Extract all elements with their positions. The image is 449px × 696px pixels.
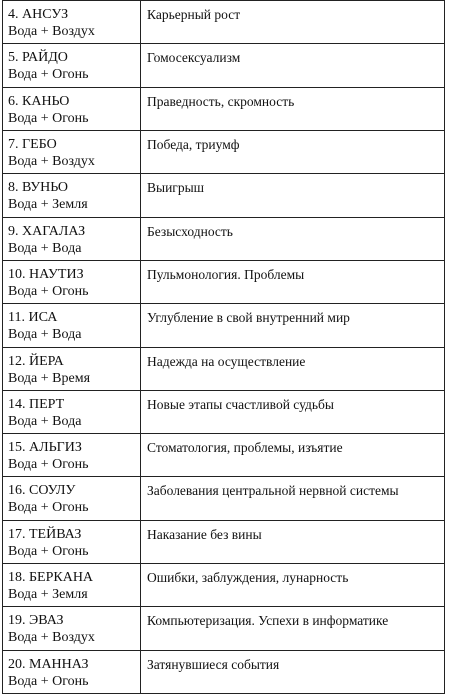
- rune-cell: [3, 217, 141, 260]
- rune-elements: Вода + Земля: [8, 197, 88, 213]
- table-row: [3, 1, 445, 44]
- rune-elements: Вода + Огонь: [8, 67, 89, 83]
- table-row: [3, 347, 445, 390]
- rune-cell: [3, 390, 141, 433]
- rune-meaning: Праведность, скромность: [147, 93, 295, 109]
- rune-meaning: Новые этапы счастливой судьбы: [147, 396, 334, 412]
- rune-cell: [3, 347, 141, 390]
- table-row: [3, 607, 445, 650]
- meaning-cell: [141, 1, 445, 44]
- rune-elements: Вода + Огонь: [8, 283, 89, 299]
- rune-elements: Вода + Время: [8, 370, 91, 386]
- rune-meaning: Карьерный рост: [147, 7, 241, 22]
- rune-cell: [3, 1, 141, 44]
- rune-cell: [3, 44, 141, 87]
- rune-name: 8. ВУНЬО: [8, 180, 69, 196]
- meaning-cell: [141, 44, 445, 87]
- rune-cell: [3, 304, 141, 347]
- rune-cell: [3, 260, 141, 303]
- rune-cell: [3, 434, 141, 477]
- table-row: [3, 130, 445, 173]
- rune-meaning: Безысходность: [147, 223, 233, 239]
- meaning-cell: [141, 607, 445, 650]
- rune-name: 19. ЭВАЗ: [8, 613, 64, 629]
- table-row: [3, 434, 445, 477]
- rune-table-body: [3, 1, 445, 694]
- rune-name: 12. ЙЕРА: [8, 353, 64, 369]
- rune-name: 18. БЕРКАНА: [8, 570, 94, 586]
- rune-cell: [3, 130, 141, 173]
- meaning-cell: [141, 520, 445, 563]
- rune-meaning: Затянувшиеся события: [147, 656, 280, 672]
- rune-elements: Вода + Огонь: [8, 110, 89, 126]
- rune-meaning: Углубление в свой внутренний мир: [147, 310, 350, 326]
- rune-meaning: Ошибки, заблуждения, лунарность: [147, 570, 349, 586]
- table-row: [3, 390, 445, 433]
- rune-name: 17. ТЕЙВАЗ: [8, 526, 82, 542]
- meaning-cell: [141, 260, 445, 303]
- rune-elements: Вода + Вода: [8, 240, 82, 256]
- rune-cell: [3, 564, 141, 607]
- rune-elements: Вода + Огонь: [8, 457, 89, 473]
- meaning-cell: [141, 130, 445, 173]
- rune-meaning: Заболевания центральной нервной системы: [147, 483, 399, 499]
- rune-meaning: Победа, триумф: [147, 136, 240, 152]
- rune-elements: Вода + Огонь: [8, 500, 89, 516]
- rune-meaning: Гомосексуализм: [147, 50, 241, 66]
- meaning-cell: [141, 650, 445, 693]
- rune-elements: Вода + Воздух: [8, 153, 95, 169]
- meaning-cell: [141, 174, 445, 217]
- meaning-cell: [141, 347, 445, 390]
- meaning-cell: [141, 304, 445, 347]
- rune-meaning: Компьютеризация. Успехи в информатике: [147, 613, 389, 629]
- meaning-cell: [141, 564, 445, 607]
- rune-meaning: Надежда на осуществление: [147, 353, 306, 369]
- rune-meaning: Выигрыш: [147, 180, 205, 196]
- table-row: [3, 87, 445, 130]
- table-row: [3, 260, 445, 303]
- rune-elements: Вода + Воздух: [8, 24, 95, 39]
- rune-name: 11. ИСА: [8, 310, 58, 326]
- rune-elements: Вода + Воздух: [8, 630, 95, 646]
- rune-name: 5. РАЙДО: [8, 50, 68, 66]
- meaning-cell: [141, 217, 445, 260]
- table-row: [3, 564, 445, 607]
- meaning-cell: [141, 87, 445, 130]
- rune-name: 20. МАННАЗ: [8, 656, 89, 672]
- table-row: [3, 44, 445, 87]
- rune-elements: Вода + Вода: [8, 327, 82, 343]
- rune-name: 10. НАУТИЗ: [8, 266, 84, 282]
- rune-elements: Вода + Огонь: [8, 543, 89, 559]
- rune-name: 9. ХАГАЛАЗ: [8, 223, 86, 239]
- rune-meaning: Пульмонология. Проблемы: [147, 266, 305, 282]
- rune-elements: Вода + Земля: [8, 587, 88, 603]
- table-row: [3, 174, 445, 217]
- table-row: [3, 304, 445, 347]
- rune-name: 14. ПЕРТ: [8, 396, 65, 412]
- rune-cell: [3, 650, 141, 693]
- rune-name: 6. КАНЬО: [8, 93, 70, 109]
- rune-name: 4. АНСУЗ: [8, 7, 69, 22]
- rune-meaning: Стоматология, проблемы, изъятие: [147, 440, 343, 456]
- rune-elements: Вода + Огонь: [8, 673, 89, 689]
- rune-cell: [3, 87, 141, 130]
- table-row: [3, 217, 445, 260]
- rune-cell: [3, 477, 141, 520]
- rune-name: 15. АЛЬГИЗ: [8, 440, 82, 456]
- rune-cell: [3, 520, 141, 563]
- meaning-cell: [141, 390, 445, 433]
- meaning-cell: [141, 477, 445, 520]
- table-row: [3, 650, 445, 693]
- table-row: [3, 477, 445, 520]
- meaning-cell: [141, 434, 445, 477]
- rune-name: 16. СОУЛУ: [8, 483, 76, 499]
- rune-meaning: Наказание без вины: [147, 526, 262, 542]
- rune-meaning-table: [2, 0, 445, 694]
- rune-cell: [3, 607, 141, 650]
- table-row: [3, 520, 445, 563]
- rune-name: 7. ГЕБО: [8, 136, 57, 152]
- rune-elements: Вода + Вода: [8, 413, 82, 429]
- rune-cell: [3, 174, 141, 217]
